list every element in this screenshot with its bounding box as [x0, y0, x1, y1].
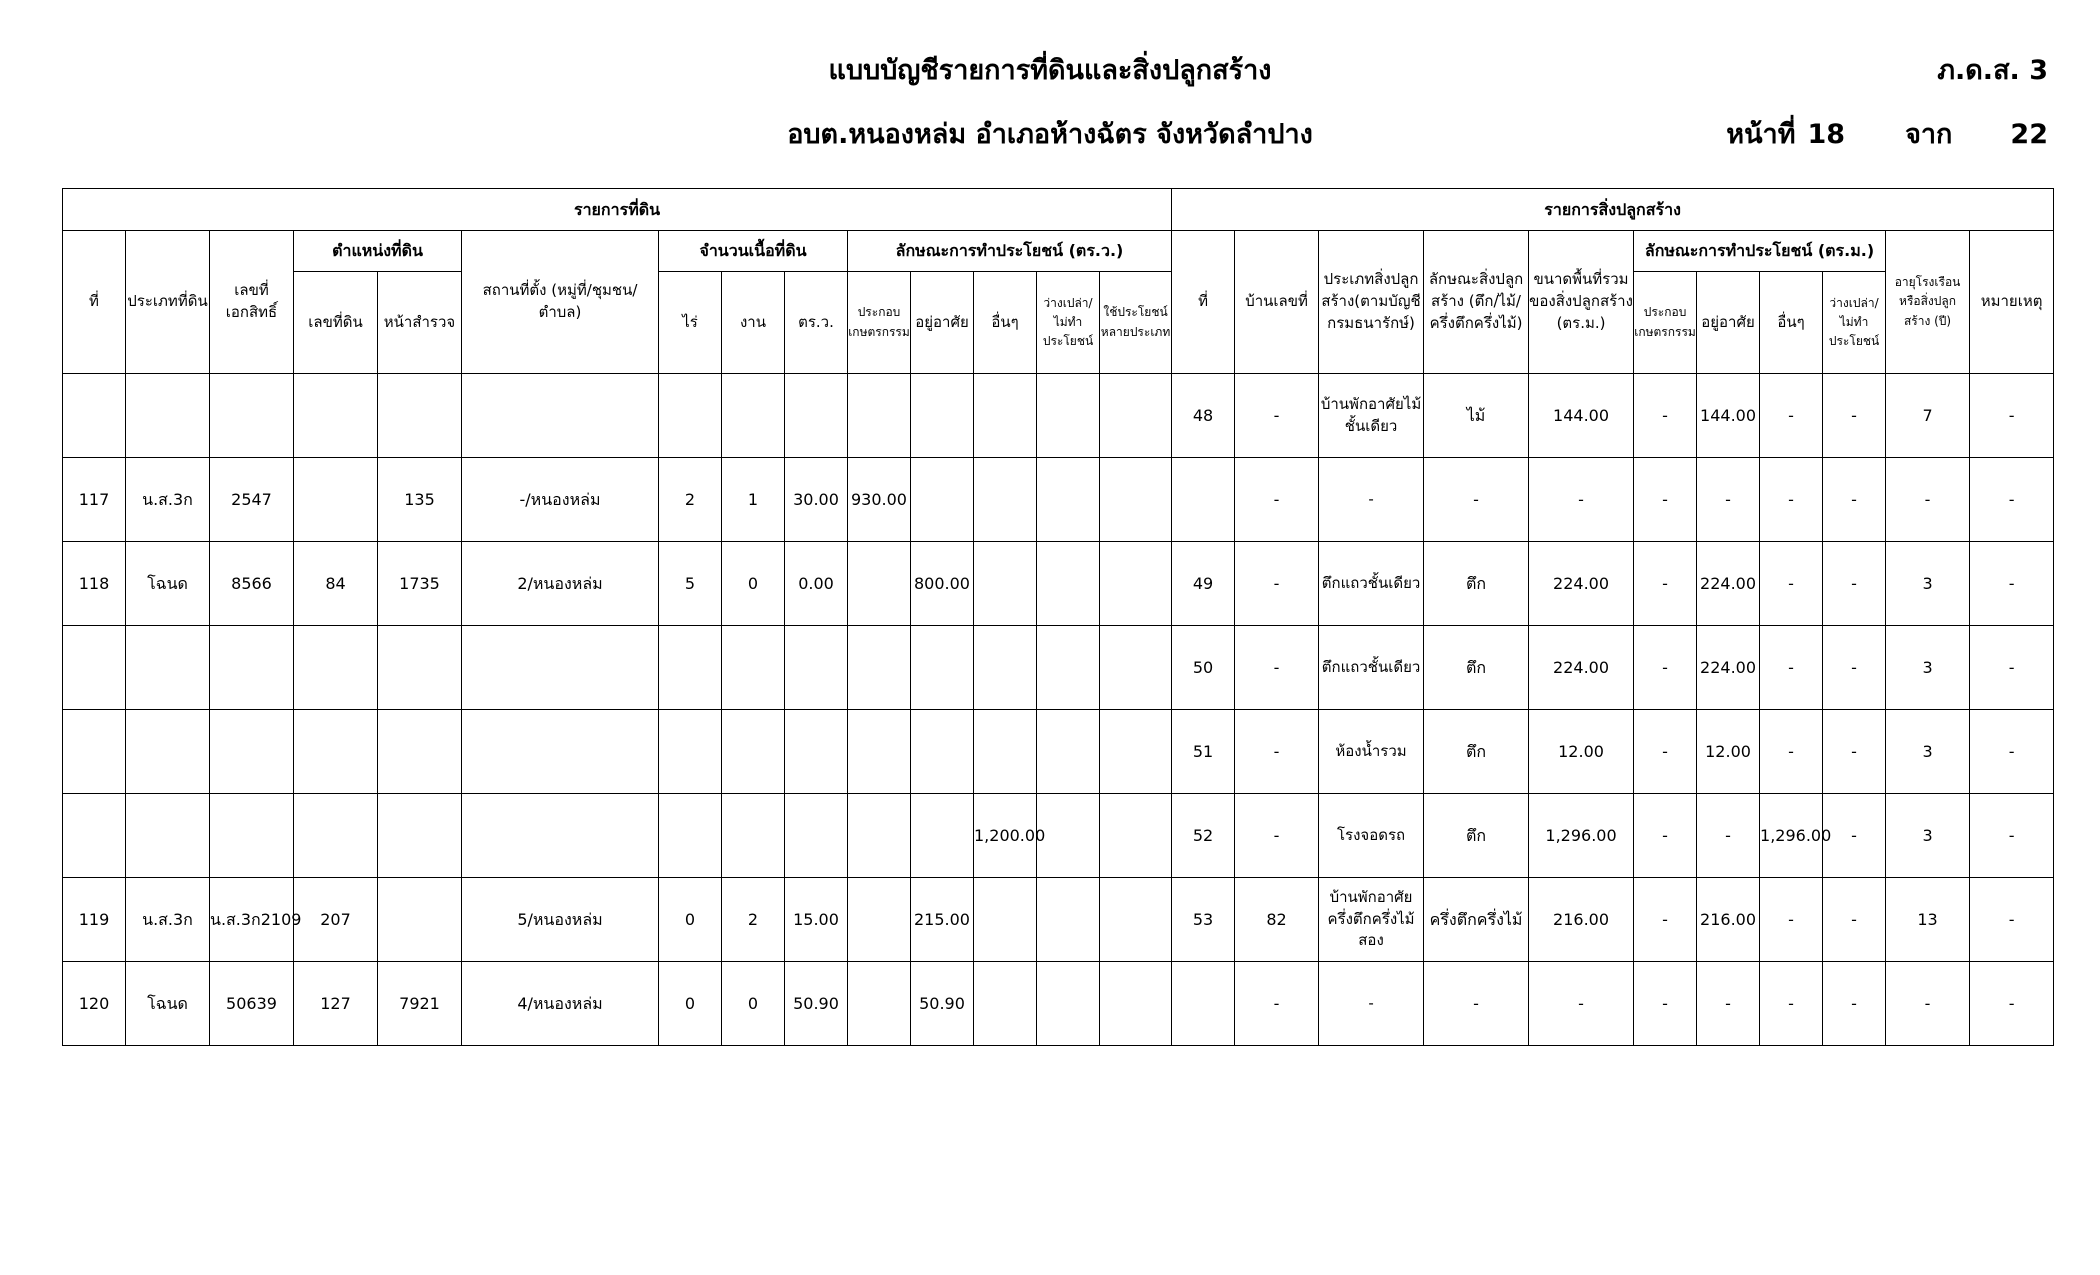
col-land-type: ประเภทที่ดิน	[126, 231, 210, 374]
cell-land-type: โฉนด	[126, 542, 210, 626]
cell-agri	[848, 878, 911, 962]
cell-agri	[848, 962, 911, 1046]
cell-b-kind: ตึก	[1424, 626, 1529, 710]
col-building-no: ที่	[1172, 231, 1235, 374]
cell-vacant	[1037, 710, 1100, 794]
cell-sq-wa	[785, 794, 848, 878]
cell-land-type: โฉนด	[126, 962, 210, 1046]
cell-b-agri: -	[1634, 374, 1697, 458]
cell-residence: 800.00	[911, 542, 974, 626]
cell-b-no: 48	[1172, 374, 1235, 458]
cell-b-vacant: -	[1823, 962, 1886, 1046]
cell-b-agri: -	[1634, 878, 1697, 962]
cell-survey-page	[378, 374, 462, 458]
cell-sq-wa	[785, 374, 848, 458]
table-row	[63, 626, 2054, 710]
cell-multi	[1100, 962, 1172, 1046]
cell-b-other: -	[1760, 542, 1823, 626]
col-no: ที่	[63, 231, 126, 374]
cell-b-other: -	[1760, 626, 1823, 710]
col-building-age: อายุโรงเรือนหรือสิ่งปลูกสร้าง (ปี)	[1886, 231, 1970, 374]
cell-parcel-no	[294, 626, 378, 710]
cell-b-age: 7	[1886, 374, 1970, 458]
cell-vacant	[1037, 626, 1100, 710]
table-row	[63, 962, 2054, 1046]
cell-sq-wa: 0.00	[785, 542, 848, 626]
cell-house-no: -	[1235, 962, 1319, 1046]
cell-parcel-no: 207	[294, 878, 378, 962]
cell-residence	[911, 374, 974, 458]
cell-b-agri: -	[1634, 458, 1697, 542]
cell-survey-page	[378, 710, 462, 794]
cell-deed-no: น.ส.3ก2109	[210, 878, 294, 962]
table-row	[63, 542, 2054, 626]
cell-b-no: 49	[1172, 542, 1235, 626]
cell-deed-no: 8566	[210, 542, 294, 626]
cell-vacant	[1037, 794, 1100, 878]
col-residence: อยู่อาศัย	[911, 272, 974, 374]
cell-ngan: 0	[722, 542, 785, 626]
cell-b-kind: -	[1424, 458, 1529, 542]
cell-b-agri: -	[1634, 794, 1697, 878]
cell-sq-wa	[785, 710, 848, 794]
cell-rai: 0	[659, 962, 722, 1046]
cell-other	[974, 626, 1037, 710]
cell-rai	[659, 710, 722, 794]
cell-location	[462, 794, 659, 878]
cell-vacant	[1037, 878, 1100, 962]
cell-multi	[1100, 878, 1172, 962]
cell-parcel-no: 127	[294, 962, 378, 1046]
cell-no: 117	[63, 458, 126, 542]
cell-b-kind: ไม้	[1424, 374, 1529, 458]
cell-b-vacant: -	[1823, 374, 1886, 458]
cell-land-type	[126, 710, 210, 794]
col-vacant: ว่างเปล่า/ไม่ทำประโยชน์	[1037, 272, 1100, 374]
cell-b-kind: ตึก	[1424, 542, 1529, 626]
cell-b-no: 52	[1172, 794, 1235, 878]
cell-other: 1,200.00	[974, 794, 1037, 878]
cell-agri	[848, 542, 911, 626]
cell-b-kind: ตึก	[1424, 794, 1529, 878]
land-usage-group: ลักษณะการทำประโยชน์ (ตร.ว.)	[848, 231, 1172, 272]
cell-b-residence: 224.00	[1697, 542, 1760, 626]
cell-ngan: 0	[722, 962, 785, 1046]
cell-b-vacant: -	[1823, 626, 1886, 710]
cell-b-other: -	[1760, 710, 1823, 794]
cell-deed-no	[210, 710, 294, 794]
cell-remark: -	[1970, 794, 2054, 878]
col-b-residence: อยู่อาศัย	[1697, 272, 1760, 374]
cell-location	[462, 374, 659, 458]
cell-b-area: -	[1529, 962, 1634, 1046]
cell-rai: 0	[659, 878, 722, 962]
cell-sq-wa: 15.00	[785, 878, 848, 962]
cell-remark: -	[1970, 710, 2054, 794]
page-subtitle: อบต.หนองหล่ม อำเภอห้างฉัตร จังหวัดลำปาง	[787, 119, 1313, 150]
col-location: สถานที่ตั้ง (หมู่ที่/ชุมชน/ตำบล)	[462, 231, 659, 374]
cell-b-agri: -	[1634, 626, 1697, 710]
cell-ngan: 2	[722, 878, 785, 962]
cell-b-type: โรงจอดรถ	[1319, 794, 1424, 878]
cell-other	[974, 374, 1037, 458]
cell-b-other: -	[1760, 374, 1823, 458]
col-building-area: ขนาดพื้นที่รวมของสิ่งปลูกสร้าง (ตร.ม.)	[1529, 231, 1634, 374]
cell-no: 120	[63, 962, 126, 1046]
cell-house-no: -	[1235, 794, 1319, 878]
cell-b-no: 51	[1172, 710, 1235, 794]
cell-b-kind: ครึ่งตึกครึ่งไม้	[1424, 878, 1529, 962]
cell-agri	[848, 794, 911, 878]
cell-vacant	[1037, 542, 1100, 626]
cell-remark: -	[1970, 626, 2054, 710]
cell-b-type: ห้องน้ำรวม	[1319, 710, 1424, 794]
col-b-agri: ประกอบเกษตรกรรม	[1634, 272, 1697, 374]
col-house-no: บ้านเลขที่	[1235, 231, 1319, 374]
cell-ngan	[722, 626, 785, 710]
page-number: 18	[1807, 119, 1846, 150]
cell-agri	[848, 710, 911, 794]
cell-b-age: 13	[1886, 878, 1970, 962]
cell-parcel-no	[294, 794, 378, 878]
cell-other	[974, 878, 1037, 962]
cell-vacant	[1037, 374, 1100, 458]
col-building-kind: ลักษณะสิ่งปลูกสร้าง (ตึก/ไม้/ครึ่งตึกครึ่งไม้)	[1424, 231, 1529, 374]
cell-deed-no: 2547	[210, 458, 294, 542]
col-rai: ไร่	[659, 272, 722, 374]
building-usage-group: ลักษณะการทำประโยชน์ (ตร.ม.)	[1634, 231, 1886, 272]
cell-remark: -	[1970, 374, 2054, 458]
cell-b-age: 3	[1886, 542, 1970, 626]
land-group-header: รายการที่ดิน	[63, 189, 1172, 231]
cell-b-area: 224.00	[1529, 626, 1634, 710]
cell-b-agri: -	[1634, 710, 1697, 794]
cell-b-age: -	[1886, 458, 1970, 542]
cell-sq-wa: 30.00	[785, 458, 848, 542]
cell-b-no	[1172, 962, 1235, 1046]
cell-survey-page	[378, 794, 462, 878]
cell-b-no: 50	[1172, 626, 1235, 710]
table-row	[63, 458, 2054, 542]
cell-b-kind: ตึก	[1424, 710, 1529, 794]
cell-survey-page: 135	[378, 458, 462, 542]
cell-location	[462, 626, 659, 710]
cell-deed-no	[210, 794, 294, 878]
cell-b-age: 3	[1886, 626, 1970, 710]
cell-residence	[911, 458, 974, 542]
cell-house-no: -	[1235, 542, 1319, 626]
cell-sq-wa: 50.90	[785, 962, 848, 1046]
cell-no	[63, 794, 126, 878]
cell-house-no: -	[1235, 458, 1319, 542]
cell-b-age: -	[1886, 962, 1970, 1046]
cell-house-no: -	[1235, 710, 1319, 794]
cell-location: 2/หนองหล่ม	[462, 542, 659, 626]
page-title: แบบบัญชีรายการที่ดินและสิ่งปลูกสร้าง	[828, 55, 1272, 86]
table-row	[63, 374, 2054, 458]
cell-b-area: 12.00	[1529, 710, 1634, 794]
cell-parcel-no	[294, 458, 378, 542]
cell-parcel-no: 84	[294, 542, 378, 626]
page-total: 22	[2010, 119, 2048, 150]
cell-house-no: 82	[1235, 878, 1319, 962]
cell-deed-no	[210, 626, 294, 710]
cell-b-type: ตึกแถวชั้นเดียว	[1319, 626, 1424, 710]
cell-residence	[911, 794, 974, 878]
cell-b-agri: -	[1634, 542, 1697, 626]
form-code: ภ.ด.ส. 3	[1937, 55, 2048, 86]
col-b-vacant: ว่างเปล่า/ไม่ทำประโยชน์	[1823, 272, 1886, 374]
cell-deed-no	[210, 374, 294, 458]
cell-b-type: -	[1319, 962, 1424, 1046]
cell-b-other: -	[1760, 458, 1823, 542]
cell-b-residence: -	[1697, 458, 1760, 542]
cell-b-vacant: -	[1823, 710, 1886, 794]
cell-b-age: 3	[1886, 710, 1970, 794]
cell-location: 5/หนองหล่ม	[462, 878, 659, 962]
cell-ngan	[722, 710, 785, 794]
cell-vacant	[1037, 962, 1100, 1046]
cell-survey-page	[378, 626, 462, 710]
page-of-label: จาก	[1905, 119, 1953, 150]
cell-rai: 5	[659, 542, 722, 626]
cell-b-type: ตึกแถวชั้นเดียว	[1319, 542, 1424, 626]
cell-b-area: -	[1529, 458, 1634, 542]
cell-b-other: -	[1760, 878, 1823, 962]
cell-location: 4/หนองหล่ม	[462, 962, 659, 1046]
cell-b-age: 3	[1886, 794, 1970, 878]
cell-other	[974, 962, 1037, 1046]
cell-no	[63, 710, 126, 794]
cell-b-residence: 144.00	[1697, 374, 1760, 458]
col-survey-page: หน้าสำรวจ	[378, 272, 462, 374]
cell-multi	[1100, 710, 1172, 794]
cell-b-no	[1172, 458, 1235, 542]
cell-rai: 2	[659, 458, 722, 542]
land-area-group: จำนวนเนื้อที่ดิน	[659, 231, 848, 272]
cell-ngan	[722, 374, 785, 458]
cell-residence: 50.90	[911, 962, 974, 1046]
cell-b-no: 53	[1172, 878, 1235, 962]
land-position-group: ตำแหน่งที่ดิน	[294, 231, 462, 272]
cell-multi	[1100, 542, 1172, 626]
cell-multi	[1100, 374, 1172, 458]
cell-house-no: -	[1235, 374, 1319, 458]
cell-remark: -	[1970, 542, 2054, 626]
building-group-header: รายการสิ่งปลูกสร้าง	[1172, 189, 2054, 231]
cell-residence: 215.00	[911, 878, 974, 962]
cell-other	[974, 542, 1037, 626]
cell-survey-page: 1735	[378, 542, 462, 626]
cell-b-type: บ้านพักอาศัยครึ่งตึกครึ่งไม้สอง	[1319, 878, 1424, 962]
cell-no	[63, 374, 126, 458]
cell-b-residence: 224.00	[1697, 626, 1760, 710]
cell-remark: -	[1970, 962, 2054, 1046]
cell-b-area: 224.00	[1529, 542, 1634, 626]
col-b-other: อื่นๆ	[1760, 272, 1823, 374]
col-other: อื่นๆ	[974, 272, 1037, 374]
page-label: หน้าที่	[1726, 119, 1796, 150]
table-row	[63, 710, 2054, 794]
cell-no: 118	[63, 542, 126, 626]
cell-deed-no: 50639	[210, 962, 294, 1046]
cell-remark: -	[1970, 458, 2054, 542]
cell-rai	[659, 626, 722, 710]
cell-b-type: -	[1319, 458, 1424, 542]
page-indicator	[1726, 112, 2048, 155]
cell-b-type: บ้านพักอาศัยไม้ชั้นเดียว	[1319, 374, 1424, 458]
cell-ngan: 1	[722, 458, 785, 542]
cell-b-area: 144.00	[1529, 374, 1634, 458]
cell-b-residence: -	[1697, 962, 1760, 1046]
cell-residence	[911, 710, 974, 794]
cell-b-vacant: -	[1823, 542, 1886, 626]
table-row	[63, 878, 2054, 962]
cell-land-type: น.ส.3ก	[126, 878, 210, 962]
cell-b-area: 1,296.00	[1529, 794, 1634, 878]
cell-other	[974, 710, 1037, 794]
cell-ngan	[722, 794, 785, 878]
cell-agri: 930.00	[848, 458, 911, 542]
cell-agri	[848, 374, 911, 458]
col-building-type: ประเภทสิ่งปลูกสร้าง(ตามบัญชีกรมธนารักษ์)	[1319, 231, 1424, 374]
cell-remark: -	[1970, 878, 2054, 962]
cell-multi	[1100, 458, 1172, 542]
cell-b-other: -	[1760, 962, 1823, 1046]
cell-land-type: น.ส.3ก	[126, 458, 210, 542]
cell-b-vacant: -	[1823, 458, 1886, 542]
cell-b-vacant: -	[1823, 878, 1886, 962]
cell-b-agri: -	[1634, 962, 1697, 1046]
cell-no: 119	[63, 878, 126, 962]
cell-parcel-no	[294, 374, 378, 458]
cell-b-residence: 12.00	[1697, 710, 1760, 794]
cell-parcel-no	[294, 710, 378, 794]
cell-multi	[1100, 626, 1172, 710]
col-deed-no: เลขที่เอกสิทธิ์	[210, 231, 294, 374]
cell-b-vacant: -	[1823, 794, 1886, 878]
cell-b-kind: -	[1424, 962, 1529, 1046]
cell-rai	[659, 794, 722, 878]
land-building-register-table	[62, 188, 2054, 1046]
cell-house-no: -	[1235, 626, 1319, 710]
cell-vacant	[1037, 458, 1100, 542]
cell-rai	[659, 374, 722, 458]
cell-sq-wa	[785, 626, 848, 710]
cell-b-other: 1,296.00	[1760, 794, 1823, 878]
cell-land-type	[126, 794, 210, 878]
cell-land-type	[126, 374, 210, 458]
table-row	[63, 794, 2054, 878]
cell-b-area: 216.00	[1529, 878, 1634, 962]
cell-location	[462, 710, 659, 794]
cell-location: -/หนองหล่ม	[462, 458, 659, 542]
col-ngan: งาน	[722, 272, 785, 374]
cell-other	[974, 458, 1037, 542]
col-multi: ใช้ประโยชน์หลายประเภท	[1100, 272, 1172, 374]
cell-residence	[911, 626, 974, 710]
col-remark: หมายเหตุ	[1970, 231, 2054, 374]
col-parcel-no: เลขที่ดิน	[294, 272, 378, 374]
cell-no	[63, 626, 126, 710]
cell-agri	[848, 626, 911, 710]
cell-land-type	[126, 626, 210, 710]
cell-multi	[1100, 794, 1172, 878]
cell-b-residence: 216.00	[1697, 878, 1760, 962]
cell-survey-page	[378, 878, 462, 962]
cell-survey-page: 7921	[378, 962, 462, 1046]
cell-b-residence: -	[1697, 794, 1760, 878]
col-sq-wa: ตร.ว.	[785, 272, 848, 374]
col-agri: ประกอบเกษตรกรรม	[848, 272, 911, 374]
